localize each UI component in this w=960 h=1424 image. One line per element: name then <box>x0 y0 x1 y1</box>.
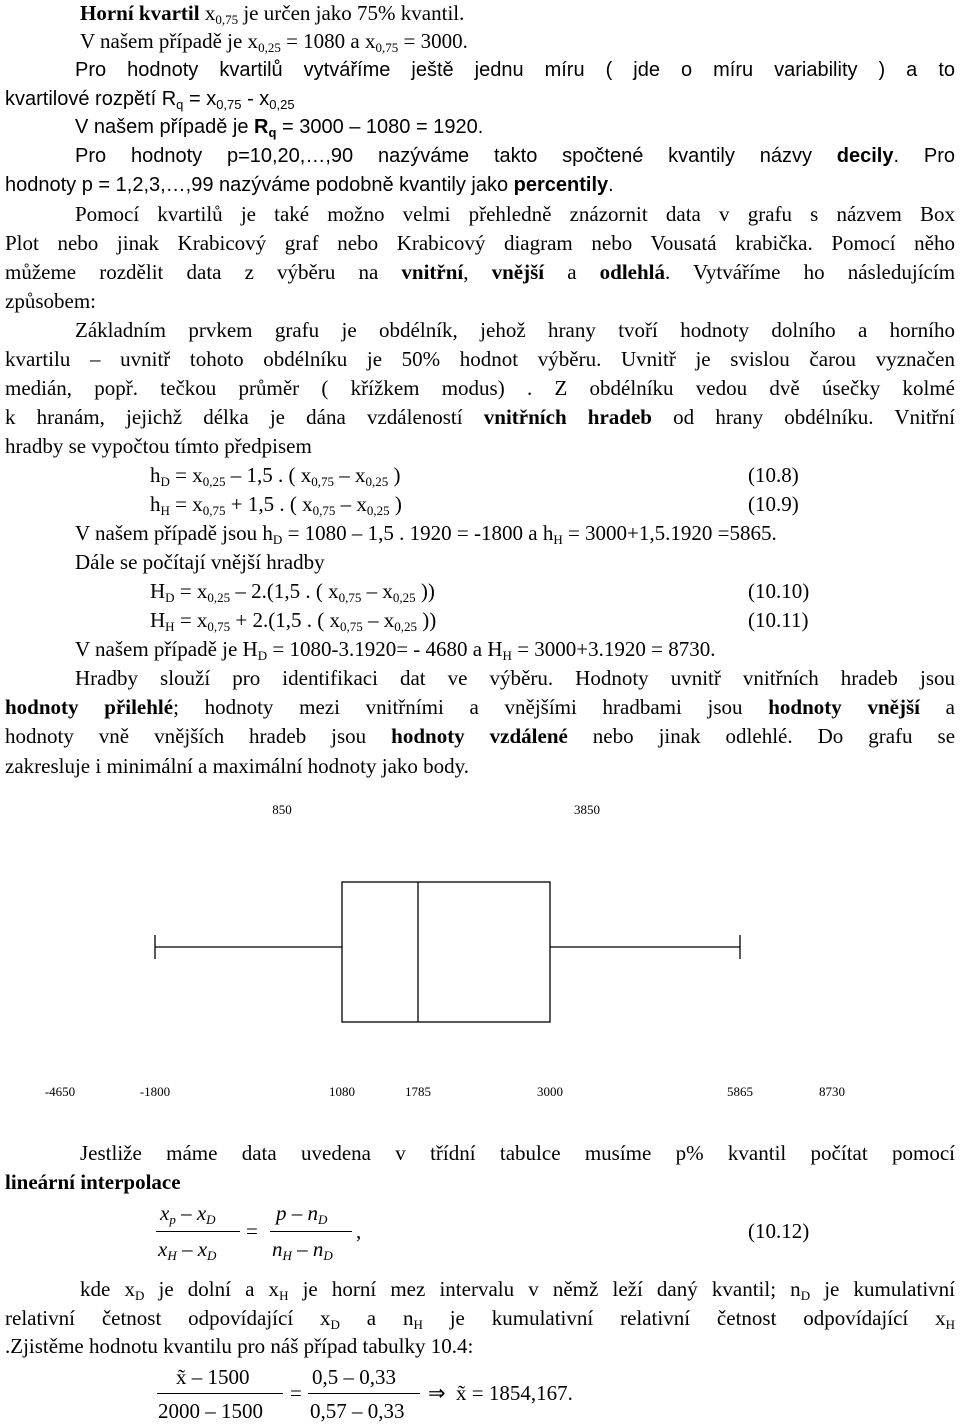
text: od hrany obdélníku. Vnitřní <box>651 405 955 429</box>
text-line <box>5 86 295 112</box>
text: = x <box>183 88 217 110</box>
text-line: kde $x_D$ je dolní a $x_H$ je horní mez intervalu v němž leží daný kvantil; $n_D$ je kumulativní <box>80 1277 955 1303</box>
iqr-box <box>342 882 550 1022</box>
text-line: Základním prvkem grafu je obdélník, jehož hrany tvoří hodnoty dolního a horního <box>75 318 955 342</box>
text: R <box>254 116 269 138</box>
equation-number: (10.12) <box>748 1219 810 1243</box>
text-line <box>5 259 955 285</box>
text-line: Pomocí kvartilů je také možno velmi přehledně znázornit data v grafu s názvem Box <box>75 202 955 226</box>
axis-tick-label: -4650 <box>44 1084 76 1099</box>
axis-tick-label: -1800 <box>139 1084 171 1099</box>
text: x <box>204 1 216 25</box>
text-line: Jestliže máme data uvedena v třídní tabulce musíme p% kvantil počítat pomocí <box>80 1141 955 1165</box>
subscript: 0,25 <box>269 97 295 112</box>
text-line: medián, popř. tečkou průměr ( křížkem modus) . Z obdélníku vedou dvě úsečky kolmé <box>5 376 955 400</box>
text: = 1080 a x <box>280 29 376 53</box>
box-plot <box>0 790 960 1120</box>
text-line <box>80 28 468 54</box>
text-line <box>75 143 955 169</box>
subscript: 0,75 <box>216 97 242 112</box>
top-label: 850 <box>272 802 292 817</box>
top-label: 3850 <box>574 802 600 817</box>
equation-10-8: $h_D = x_{0,25} - 1,5$ . ( $x_{0,75} - x_{0,25}$ ) <box>150 463 401 489</box>
axis-tick-label: 5865 <box>727 1084 753 1099</box>
subscript: 0,75 <box>215 12 239 27</box>
axis-tick-label: 3000 <box>537 1084 563 1099</box>
text-line <box>80 0 464 26</box>
subscript: q <box>176 97 184 112</box>
axis-tick-label: 8730 <box>819 1084 845 1099</box>
equation-number: (10.10) <box>748 579 810 603</box>
text: = 3000. <box>398 29 468 53</box>
text-line: hradby se vypočtou tímto předpisem <box>5 434 312 458</box>
text-line: Hradby slouží pro identifikaci dat ve výběru. Hodnoty uvnitř vnitřních hradeb jsou <box>75 666 955 690</box>
text: - x <box>241 88 270 110</box>
equation-10-10: $H_D = x_{0,25} - 2.(1,5$ . ( $x_{0,75} - x_{0,25}$ )) <box>150 579 435 605</box>
text: . <box>608 174 614 196</box>
equation-10-9: $h_H = x_{0,75} + 1,5$ . ( $x_{0,75} - x_{0,25}$ ) <box>150 492 402 518</box>
term: odlehlá <box>599 260 666 284</box>
text: Pro hodnoty p=10,20,…,90 nazýváme takto spočtené kvantily názvy <box>75 145 837 167</box>
term: vnitřních hradeb <box>483 405 652 429</box>
text-line: Plot nebo jinak Krabicový graf nebo Krabicový diagram nebo Vousatá krabička. Pomocí něho <box>5 231 955 255</box>
text-line: lineární interpolace <box>5 1170 181 1194</box>
axis-tick-label: 1785 <box>405 1084 431 1099</box>
text-line <box>5 404 955 430</box>
text: V našem případě je <box>75 116 254 138</box>
text: . Vytváříme ho následujícím <box>665 260 956 284</box>
text-line: .Zjistěme hodnotu kvantilu pro náš případ tabulky 10.4: <box>5 1334 474 1358</box>
text: = 3000 – 1080 = 1920. <box>276 116 484 138</box>
text-line: kvartilu – uvnitř tohoto obdélníku je 50% hodnot výběru. Uvnitř je svislou čarou vyznačen <box>5 347 955 371</box>
text: je určen jako 75% kvantil. <box>238 1 465 25</box>
term-decily: decily <box>836 145 894 167</box>
term: vnitřní <box>401 260 464 284</box>
term: vnější <box>491 260 545 284</box>
text-line: relativní četnost odpovídající $x_D$ a $n_H$ je kumulativní relativní četnost odpovídající $x_H$ <box>5 1306 955 1332</box>
axis-tick-label: 1080 <box>329 1084 355 1099</box>
text-line <box>5 172 614 198</box>
text: hodnoty p = 1,2,3,…,99 nazýváme podobně kvantily jako <box>5 174 514 196</box>
text-line: hodnoty vně vnějších hradeb jsou hodnoty vzdálené nebo jinak odlehlé. Do grafu se <box>5 724 956 748</box>
equation-number: (10.11) <box>748 608 809 632</box>
subscript: q <box>268 125 277 140</box>
equation-number: (10.9) <box>748 492 799 516</box>
text: a <box>544 260 600 284</box>
equation-10-11: $H_H = x_{0,75} + 2.(1,5$ . ( $x_{0,75} - x_{0,25}$ )) <box>150 608 437 634</box>
text: V našem případě je x <box>80 29 259 53</box>
text-line <box>75 114 483 140</box>
text: můžeme rozdělit data z výběru na <box>5 260 402 284</box>
equation-number: (10.8) <box>748 463 799 487</box>
text-line: V našem případě jsou $h_D = 1080 - 1,5$ . 1920 = -1800 a $h_H = 3000+1,5.1920 =5865$. <box>75 521 777 547</box>
text-line: Dále se počítají vnější hradby <box>75 550 325 574</box>
text-line: zakresluje i minimální a maximální hodnoty jako body. <box>5 754 470 778</box>
text: kvartilové rozpětí R <box>5 88 177 110</box>
text-line: hodnoty přilehlé; hodnoty mezi vnitřními a vnějšími hradbami jsou hodnoty vnější a <box>5 695 956 719</box>
term-percentily: percentily <box>513 174 609 196</box>
text: . Pro <box>893 145 955 167</box>
text-line: způsobem: <box>5 289 96 313</box>
text: , <box>463 260 492 284</box>
term-upper-quartile: Horní kvartil <box>80 1 200 25</box>
subscript: 0,25 <box>258 40 281 55</box>
text-line: Pro hodnoty kvartilů vytváříme ještě jednu míru ( jde o míru variability ) a to <box>75 59 955 81</box>
subscript: 0,75 <box>375 40 399 55</box>
text-line: V našem případě je $H_D = 1080-3.1920= - 4680$ a $H_H = 3000+3.1920 = 8730$. <box>75 637 716 663</box>
text: k hranám, jejichž délka je dána vzdáleností <box>5 405 484 429</box>
